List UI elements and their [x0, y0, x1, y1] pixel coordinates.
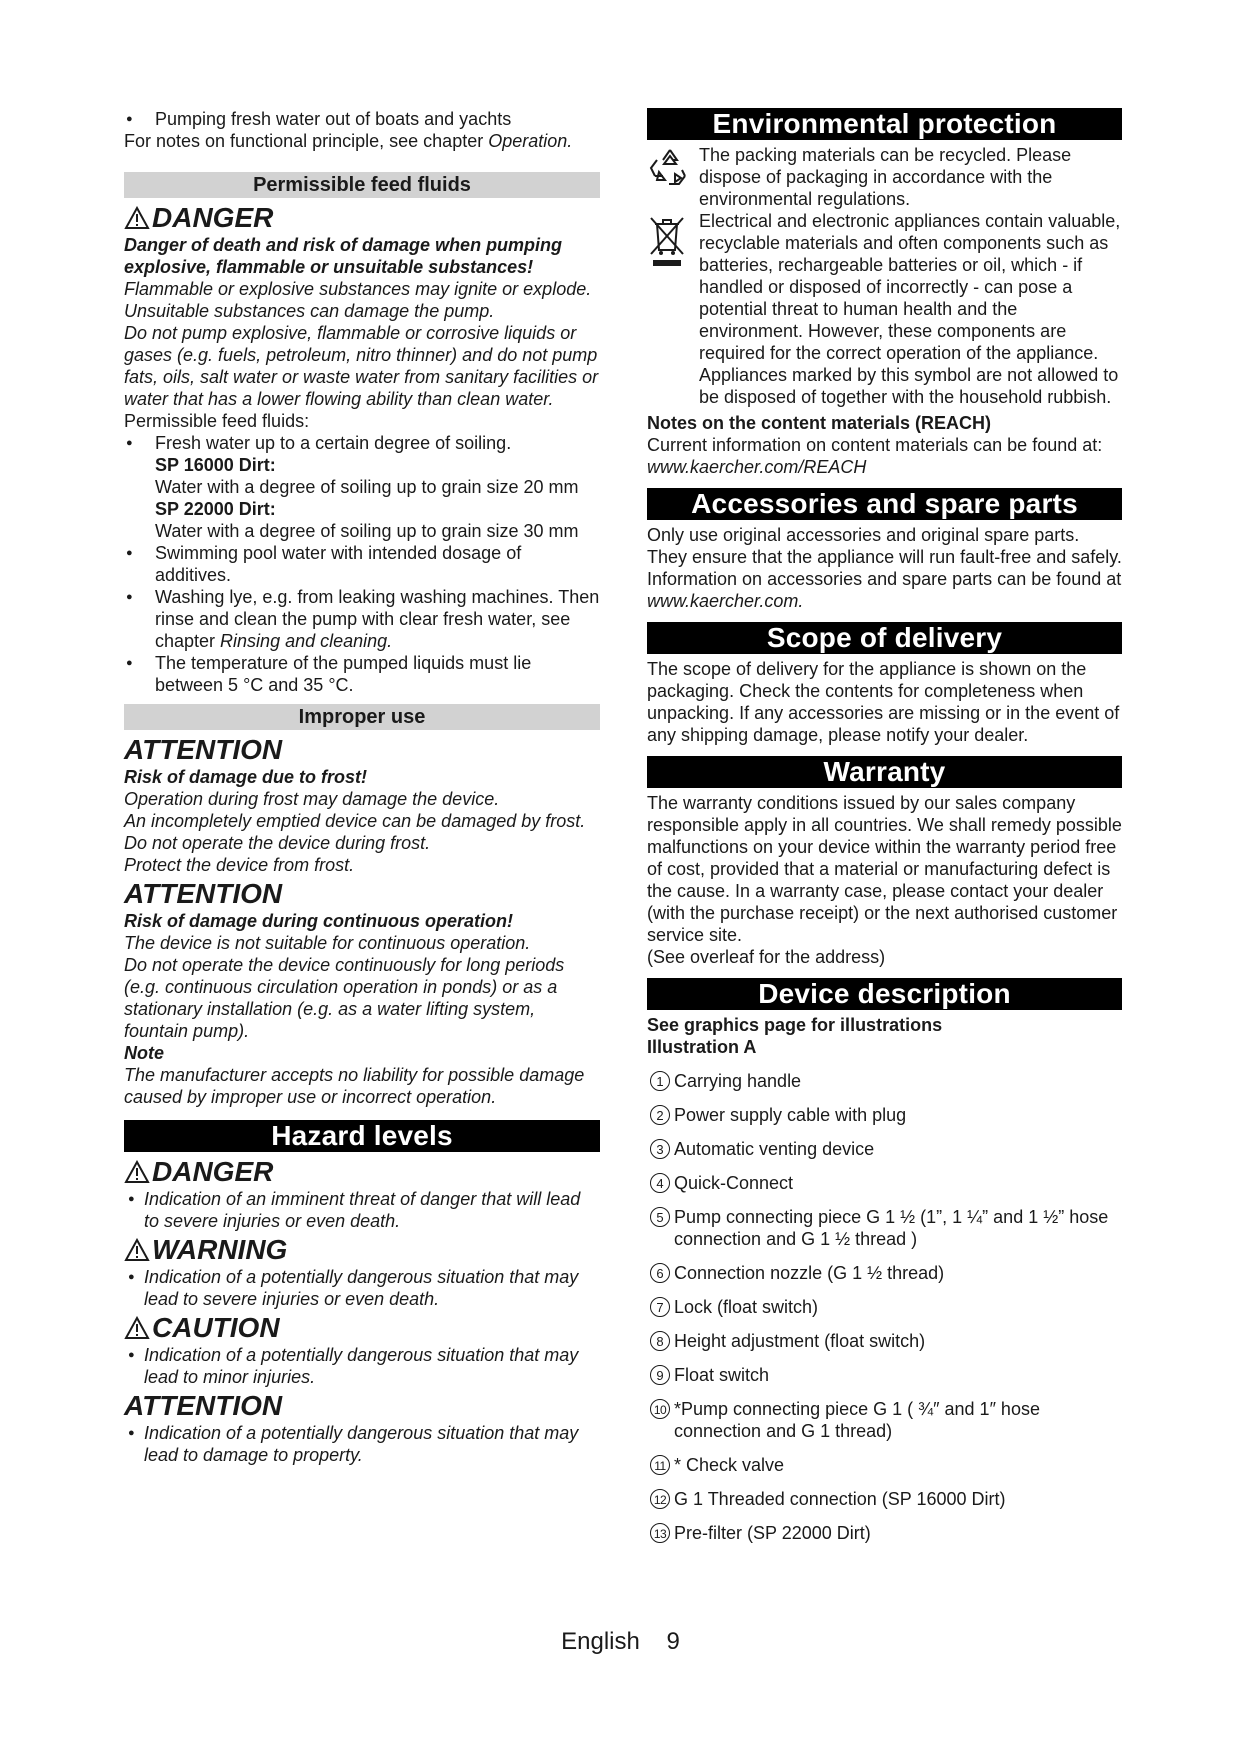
intro-note: [124, 130, 600, 152]
warning-triangle-icon: [124, 206, 150, 230]
intro-note-text: For notes on functional principle, see chapter: [124, 131, 489, 151]
accessories-url: www.kaercher.com.: [647, 591, 804, 611]
section-heading-environmental: Environmental protection: [647, 108, 1122, 140]
note-text: The manufacturer accepts no liability for possible damage caused by improper use or incorrect operation.: [124, 1065, 585, 1107]
hazard-danger-title: DANGER: [152, 1156, 274, 1187]
device-part-item: [647, 1454, 1122, 1476]
permissible-label: Permissible feed fluids:: [124, 411, 310, 431]
danger-text-3: Do not pump explosive, flammable or corrosive liquids or gases (e.g. fuels, petroleum, nitro thinner) and do not pump fats, oils, salt water or waste water from sanitary facilities or water that has a lower flowing ability than clean water.: [124, 323, 599, 409]
section-heading-hazard-levels: Hazard levels: [124, 1120, 600, 1152]
part-label: G 1 Threaded connection (SP 16000 Dirt): [674, 1489, 1006, 1509]
device-part-item: [647, 1172, 1122, 1194]
part-label: Pre-filter (SP 22000 Dirt): [674, 1523, 871, 1543]
recycle-text: The packing materials can be recycled. Please dispose of packaging in accordance with the environmental regulations.: [699, 145, 1072, 209]
feed-bullet-fresh-water: [124, 432, 600, 542]
hazard-danger-signal: [124, 1156, 600, 1188]
hazard-attention-text: ● Indication of a potentially dangerous situation that may lead to damage to property.: [124, 1422, 600, 1466]
illustration-label: Illustration A: [647, 1037, 757, 1057]
hazard-caution-title: CAUTION: [152, 1312, 280, 1343]
part-number-badge: 9: [650, 1365, 670, 1385]
footer-page-number: 9: [666, 1628, 680, 1655]
warning-triangle-icon: [124, 1160, 150, 1184]
right-column: [647, 108, 1122, 1544]
device-part-item: [647, 1070, 1122, 1092]
hazard-warning-text: ● Indication of a potentially dangerous situation that may lead to severe injuries or even death.: [124, 1266, 600, 1310]
weee-block: [647, 210, 1122, 408]
sp22000-label: SP 22000 Dirt:: [155, 499, 276, 519]
attention-1-line-1: Operation during frost may damage the device.: [124, 789, 500, 809]
recycle-block: [647, 144, 1122, 210]
attention-2-bold: Risk of damage during continuous operation!: [124, 911, 514, 931]
danger-text-2: Unsuitable substances can damage the pump.: [124, 301, 495, 321]
page-footer: [0, 1628, 1241, 1656]
reach-text: Current information on content materials can be found at:: [647, 435, 1103, 455]
attention-1-bold: Risk of damage due to frost!: [124, 767, 368, 787]
device-part-item: [647, 1206, 1122, 1250]
section-heading-improper-use: Improper use: [124, 704, 600, 730]
part-number-badge: 4: [650, 1173, 670, 1193]
part-label: Power supply cable with plug: [674, 1105, 907, 1125]
recycle-icon: [647, 146, 693, 188]
section-heading-scope: Scope of delivery: [647, 622, 1122, 654]
part-label: Float switch: [674, 1365, 770, 1385]
attention-2-line-2: Do not operate the device continuously for long periods (e.g. continuous circulation operation in ponds) or as a stationary installation (e.g. as a water lifting system, fountain pump).: [124, 955, 565, 1041]
danger-text-1: Flammable or explosive substances may ignite or explode.: [124, 279, 592, 299]
part-label: Connection nozzle (G 1 ½ thread): [674, 1263, 945, 1283]
intro-bullet: ● Pumping fresh water out of boats and yachts: [124, 108, 600, 130]
accessories-text-2: Information on accessories and spare parts can be found at: [647, 569, 1122, 589]
part-number-badge: 3: [650, 1139, 670, 1159]
part-label: * Check valve: [674, 1455, 785, 1475]
section-heading-warranty: Warranty: [647, 756, 1122, 788]
feed-bullet-pool: ● Swimming pool water with intended dosage of additives.: [124, 542, 600, 586]
part-number-badge: 10: [650, 1399, 670, 1419]
device-part-item: [647, 1262, 1122, 1284]
hazard-caution-signal: [124, 1312, 600, 1344]
see-graphics: See graphics page for illustrations: [647, 1015, 943, 1035]
device-part-item: [647, 1104, 1122, 1126]
sp16000-label: SP 16000 Dirt:: [155, 455, 276, 475]
attention-signal-1: ATTENTION: [124, 734, 283, 765]
intro-note-link: Operation.: [488, 131, 573, 151]
device-part-item: [647, 1296, 1122, 1318]
sp22000-text: Water with a degree of soiling up to grain size 30 mm: [155, 521, 579, 541]
device-part-item: [647, 1330, 1122, 1352]
crossed-out-bin-icon: [647, 212, 687, 268]
device-part-item: [647, 1398, 1122, 1442]
part-number-badge: 8: [650, 1331, 670, 1351]
part-label: Automatic venting device: [674, 1139, 875, 1159]
part-label: Quick-Connect: [674, 1173, 794, 1193]
part-number-badge: 1: [650, 1071, 670, 1091]
hazard-danger-text: ● Indication of an imminent threat of danger that will lead to severe injuries or even death.: [124, 1188, 600, 1232]
note-label: Note: [124, 1043, 164, 1063]
section-heading-device-description: Device description: [647, 978, 1122, 1010]
device-part-item: [647, 1138, 1122, 1160]
device-part-item: [647, 1488, 1122, 1510]
part-number-badge: 11: [650, 1455, 670, 1475]
section-heading-feed-fluids: Permissible feed fluids: [124, 172, 600, 198]
device-parts-list: [647, 1070, 1122, 1544]
part-label: Height adjustment (float switch): [674, 1331, 926, 1351]
feed-bullet-washing-lye: [124, 586, 600, 652]
part-number-badge: 7: [650, 1297, 670, 1317]
device-part-item: [647, 1364, 1122, 1386]
danger-signal: [124, 202, 600, 234]
part-label: *Pump connecting piece G 1 ( ¾″ and 1″ hose connection and G 1 thread): [674, 1399, 1040, 1441]
reach-info: [647, 434, 1122, 478]
hazard-warning-signal: [124, 1234, 600, 1266]
part-label: Lock (float switch): [674, 1297, 819, 1317]
part-number-badge: 5: [650, 1207, 670, 1227]
part-number-badge: 13: [650, 1523, 670, 1543]
reach-label: Notes on the content materials (REACH): [647, 413, 992, 433]
hazard-caution-text: ● Indication of a potentially dangerous situation that may lead to minor injuries.: [124, 1344, 600, 1388]
accessories-info: [647, 568, 1122, 612]
section-heading-accessories: Accessories and spare parts: [647, 488, 1122, 520]
attention-1-line-2: An incompletely emptied device can be damaged by frost.: [124, 811, 586, 831]
part-label: Pump connecting piece G 1 ½ (1”, 1 ¼” and 1 ½” hose connection and G 1 ½ thread ): [674, 1207, 1109, 1249]
hazard-attention-signal: ATTENTION: [124, 1390, 283, 1421]
attention-1-line-4: Protect the device from frost.: [124, 855, 355, 875]
warranty-overleaf: (See overleaf for the address): [647, 947, 886, 967]
weee-text: Electrical and electronic appliances contain valuable, recyclable materials and often components such as batteries, rechargeable batteries or oil, which - if handled or disposed of incorrectly - can pose a potential threat to human health and the environment. However, these components are required for the correct operation of the appliance. Appliances marked by this symbol are not allowed to be disposed of together with the household rubbish.: [699, 211, 1121, 407]
footer-language: English: [561, 1628, 640, 1655]
danger-bold-text: Danger of death and risk of damage when pumping explosive, flammable or unsuitable substances!: [124, 235, 563, 277]
attention-2-line-1: The device is not suitable for continuous operation.: [124, 933, 531, 953]
part-number-badge: 2: [650, 1105, 670, 1125]
hazard-warning-title: WARNING: [152, 1234, 288, 1265]
left-column: [124, 108, 600, 1466]
warranty-text: The warranty conditions issued by our sales company responsible apply in all countries. We shall remedy possible malfunctions on your device within the warranty period free of cost, provided that a material or manufacturing defect is the cause. In a warranty case, please contact your dealer (with the purchase receipt) or the next authorised customer service site.: [647, 793, 1122, 945]
attention-1-line-3: Do not operate the device during frost.: [124, 833, 431, 853]
sp16000-text: Water with a degree of soiling up to grain size 20 mm: [155, 477, 579, 497]
reach-url: www.kaercher.com/REACH: [647, 457, 867, 477]
scope-text: The scope of delivery for the appliance is shown on the packaging. Check the contents for completeness when unpacking. If any accessories are missing or in the event of any shipping damage, please notify your dealer.: [647, 659, 1120, 745]
part-number-badge: 12: [650, 1489, 670, 1509]
attention-signal-2: ATTENTION: [124, 878, 283, 909]
danger-title: DANGER: [152, 202, 274, 233]
accessories-text-1: Only use original accessories and original spare parts. They ensure that the appliance will run fault-free and safely.: [647, 525, 1122, 567]
part-number-badge: 6: [650, 1263, 670, 1283]
part-label: Carrying handle: [674, 1071, 802, 1091]
washing-lye-link: Rinsing and cleaning.: [220, 631, 393, 651]
device-part-item: [647, 1522, 1122, 1544]
feed-bullet-temperature: ● The temperature of the pumped liquids must lie between 5 °C and 35 °C.: [124, 652, 600, 696]
warning-triangle-icon: [124, 1238, 150, 1262]
warning-triangle-icon: [124, 1316, 150, 1340]
feed-bullet-text: ● Fresh water up to a certain degree of soiling.: [155, 433, 512, 453]
washing-lye-text: Washing lye, e.g. from leaking washing machines. Then rinse and clean the pump with clear fresh water, see chapter: [155, 587, 600, 651]
